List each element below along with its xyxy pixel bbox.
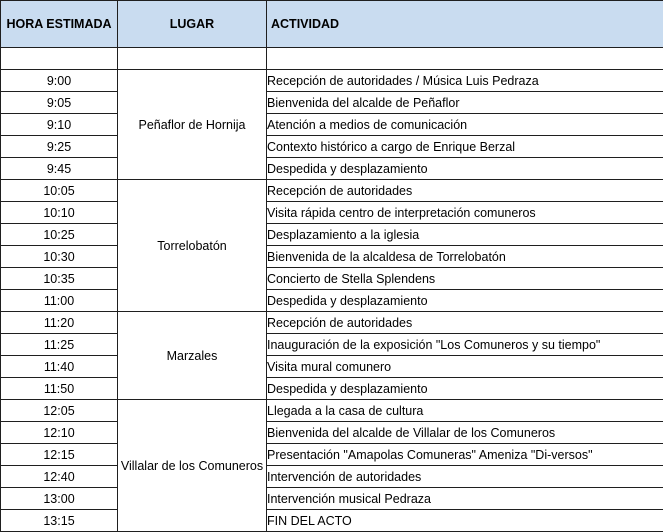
table-row: [1, 92, 663, 114]
time-cell: 11:00: [1, 290, 118, 312]
table-row: [1, 246, 663, 268]
activity-cell: Recepción de autoridades: [267, 180, 663, 202]
place-cell: Villalar de los Comuneros: [118, 400, 267, 532]
activity-cell: Bienvenida de la alcaldesa de Torrelobatón: [267, 246, 663, 268]
time-cell: 11:50: [1, 378, 118, 400]
header-spacer: [1, 48, 663, 70]
table-row: [1, 444, 663, 466]
table-row: [1, 488, 663, 510]
place-cell: Torrelobatón: [118, 180, 267, 312]
activity-cell: Despedida y desplazamiento: [267, 290, 663, 312]
time-cell: 10:35: [1, 268, 118, 290]
time-cell: 10:25: [1, 224, 118, 246]
table-row: [1, 378, 663, 400]
activity-cell: Concierto de Stella Splendens: [267, 268, 663, 290]
time-cell: 11:20: [1, 312, 118, 334]
time-cell: 9:10: [1, 114, 118, 136]
activity-cell: FIN DEL ACTO: [267, 510, 663, 532]
activity-cell: Bienvenida del alcalde de Peñaflor: [267, 92, 663, 114]
time-cell: 11:25: [1, 334, 118, 356]
time-cell: 12:10: [1, 422, 118, 444]
schedule-body: [1, 48, 663, 532]
table-row: [1, 114, 663, 136]
time-cell: 9:45: [1, 158, 118, 180]
activity-cell: Contexto histórico a cargo de Enrique Berzal: [267, 136, 663, 158]
place-cell: Peñaflor de Hornija: [118, 70, 267, 180]
table-row: [1, 466, 663, 488]
time-cell: 13:00: [1, 488, 118, 510]
time-cell: 9:25: [1, 136, 118, 158]
table-row: [1, 400, 663, 422]
header-activity: ACTIVIDAD: [267, 1, 663, 48]
time-cell: 9:05: [1, 92, 118, 114]
time-cell: 10:10: [1, 202, 118, 224]
time-cell: 12:15: [1, 444, 118, 466]
table-row: [1, 202, 663, 224]
header-time: HORA ESTIMADA: [1, 1, 118, 48]
activity-cell: Intervención de autoridades: [267, 466, 663, 488]
time-cell: 12:05: [1, 400, 118, 422]
activity-cell: Desplazamiento a la iglesia: [267, 224, 663, 246]
place-cell: Marzales: [118, 312, 267, 400]
table-row: [1, 334, 663, 356]
table-row: [1, 356, 663, 378]
table-row: [1, 290, 663, 312]
table-row: [1, 422, 663, 444]
activity-cell: Llegada a la casa de cultura: [267, 400, 663, 422]
header-row: [1, 1, 663, 48]
activity-cell: Visita rápida centro de interpretación comuneros: [267, 202, 663, 224]
table-row: [1, 180, 663, 202]
activity-cell: Presentación "Amapolas Comuneras" Ameniza "Di-versos": [267, 444, 663, 466]
spacer-cell: [1, 48, 118, 70]
time-cell: 10:30: [1, 246, 118, 268]
time-cell: 12:40: [1, 466, 118, 488]
table-row: [1, 510, 663, 532]
activity-cell: Recepción de autoridades: [267, 312, 663, 334]
activity-cell: Recepción de autoridades / Música Luis Pedraza: [267, 70, 663, 92]
header-place: LUGAR: [118, 1, 267, 48]
time-cell: 9:00: [1, 70, 118, 92]
activity-cell: Despedida y desplazamiento: [267, 158, 663, 180]
table-row: [1, 312, 663, 334]
activity-cell: Intervención musical Pedraza: [267, 488, 663, 510]
table-row: [1, 268, 663, 290]
time-cell: 10:05: [1, 180, 118, 202]
table-row: [1, 136, 663, 158]
activity-cell: Atención a medios de comunicación: [267, 114, 663, 136]
activity-cell: Bienvenida del alcalde de Villalar de los Comuneros: [267, 422, 663, 444]
table-row: [1, 158, 663, 180]
table-row: [1, 224, 663, 246]
time-cell: 11:40: [1, 356, 118, 378]
spacer-cell: [267, 48, 663, 70]
activity-cell: Visita mural comunero: [267, 356, 663, 378]
time-cell: 13:15: [1, 510, 118, 532]
spacer-cell: [118, 48, 267, 70]
activity-cell: Despedida y desplazamiento: [267, 378, 663, 400]
table-row: [1, 70, 663, 92]
activity-cell: Inauguración de la exposición "Los Comuneros y su tiempo": [267, 334, 663, 356]
